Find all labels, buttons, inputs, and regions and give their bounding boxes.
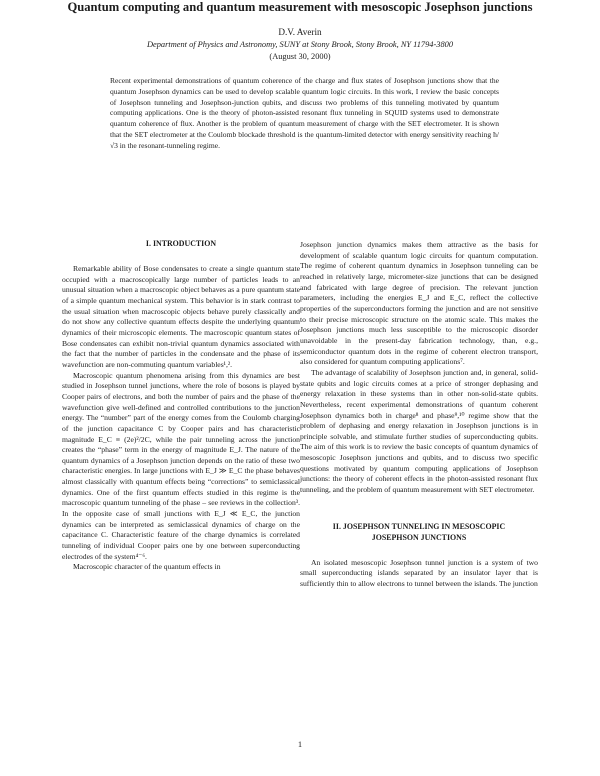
page-number: 1 bbox=[297, 739, 303, 749]
section2-paragraph-1: An isolated mesoscopic Josephson tunnel junction is a system of two small superconducting islands separated by an insulator layer that is sufficiently thin to allow electrons to tunnel between the islands. The junction bbox=[300, 557, 538, 589]
abstract: Recent experimental demonstrations of quantum coherence of the charge and flux states of Josephson junctions show that the quantum Josephson dynamics can be used to develop scalable quantum logic circuits. In this work, I review the basic concepts of Josephson tunneling and Josephson-junction qubits, and discuss two problems of this tunneling motivated by quantum computing applications. One is the theory of photon-assisted resonant flux tunneling in SQUID systems used to demonstrate quantum coherence of flux. Another is the problem of quantum measurement of charge with the SET electrometer. It is shown that the SET electrometer at the Coulomb blockade threshold is the quantum-limited detector with energy sensitivity reaching ħ/√3 in the resonant-tunneling regime. bbox=[110, 76, 499, 150]
author: D.V. Averin bbox=[278, 27, 322, 37]
intro-paragraph-4: The advantage of scalability of Josephson junction and, in general, solid-state qubits and logic circuits comes at a price of stronger dephasing and energy relaxation in these systems than in other non-solid-state qubits. Nevertheless, recent experimental demonstrations of quantum coherent Josephson dynamics both in charge⁸ and phase⁹,¹⁰ regime show that the problem of dephasing and energy relaxation in Josephson junctions is in principle solvable, and stimulate further studies of superconducting qubits. The aim of this work is to review the basic concepts of quantum dynamics of mesoscopic Josephson junctions and qubits, and to discuss two specific questions motivated by quantum computing applications of Josephson junctions: the theory of coherent effects in the photon-assisted resonant flux tunneling, and the problem of quantum measurement with SET electrometer. bbox=[300, 367, 538, 495]
intro-paragraph-3-start: Macroscopic character of the quantum effects in bbox=[73, 562, 221, 572]
date: (August 30, 2000) bbox=[269, 52, 331, 61]
section-heading-line-2: JOSEPHSON JUNCTIONS bbox=[371, 532, 467, 542]
intro-paragraph-2: Macroscopic quantum phenomena arising from this dynamics are best studied in Josephson tunnel junctions, where the role of bosons is played by Cooper pairs of electrons, and both the number of pairs and the phase of the wavefunction give well-defined and controlled contributions to the junction energy. The “number” part of the energy comes from the Coulomb charging of the junction capacitance C by Cooper pairs and has characteristic magnitude E_C ≡ (2e)²/2C, while the pair tunneling across the junction creates the “phase” term in the energy of magnitude E_J. The nature of the quantum dynamics of a Josephson junction depends on the ratio of these two characteristic energies. In large junctions with E_J ≫ E_C the phase behaves almost classically with quantum effects being “corrections” to semiclassical dynamics. One of the first quantum effects studied in this regime is the macroscopic quantum tunneling of the phase – see reviews in the collection³. In the opposite case of small junctions with E_J ≪ E_C, the junction dynamics can be interpreted as semiclassical dynamics of charge on the capacitance C. Characteristic feature of the charge dynamics is correlated tunneling of individual Cooper pairs one by one between superconducting electrodes of the system⁴⁻⁶. bbox=[62, 370, 300, 561]
intro-paragraph-3-continued: Josephson junction dynamics makes them attractive as the basis for development of scalable quantum logic circuits for quantum computation. The regime of coherent quantum dynamics in Josephson tunneling can be reached in relatively large, micrometer-size junctions that can be designed and fabricated with large degree of precision. The relevant junction parameters, including the energies E_J and E_C, reflect the collective properties of the superconductors forming the junction and are not sensitive to their precise microscopic structure on the atomic scale. This makes the Josephson junctions much less susceptible to the microscopic disorder unavoidable in the present-day fabrication technology, than, e.g., semiconductor quantum dots in the regime of coherent electron transport, also considered for quantum computing applications⁷. bbox=[300, 240, 538, 367]
section-heading-introduction: I. INTRODUCTION bbox=[145, 239, 217, 248]
intro-paragraph-1: Remarkable ability of Bose condensates to create a single quantum state occupied with a macroscopically large number of particles leads to an unusual situation when a macroscopic object behaves as a pure quantum state of a simple quantum mechanical system. This behavior is in stark contrast to the usual situation when macroscopic objects behave purely classically and do not show any collective quantum effects despite the underlying quantum dynamics of their microscopic elements. The macroscopic quantum states of Bose condensates can exhibit non-trivial quantum dynamics associated with the fact that the number of particles in the condensate and the phase of its wavefunction are non-commuting quantum variables¹,². bbox=[62, 264, 300, 369]
right-column bbox=[300, 240, 538, 590]
section-heading-josephson-tunneling bbox=[300, 521, 538, 543]
left-column bbox=[62, 238, 300, 573]
affiliation: Department of Physics and Astronomy, SUNY at Stony Brook, Stony Brook, NY 11794-3800 bbox=[146, 40, 454, 49]
section-heading-line-1: II. JOSEPHSON TUNNELING IN MESOSCOPIC bbox=[332, 521, 506, 531]
paper-title: Quantum computing and quantum measurement with mesoscopic Josephson junctions bbox=[67, 0, 533, 14]
